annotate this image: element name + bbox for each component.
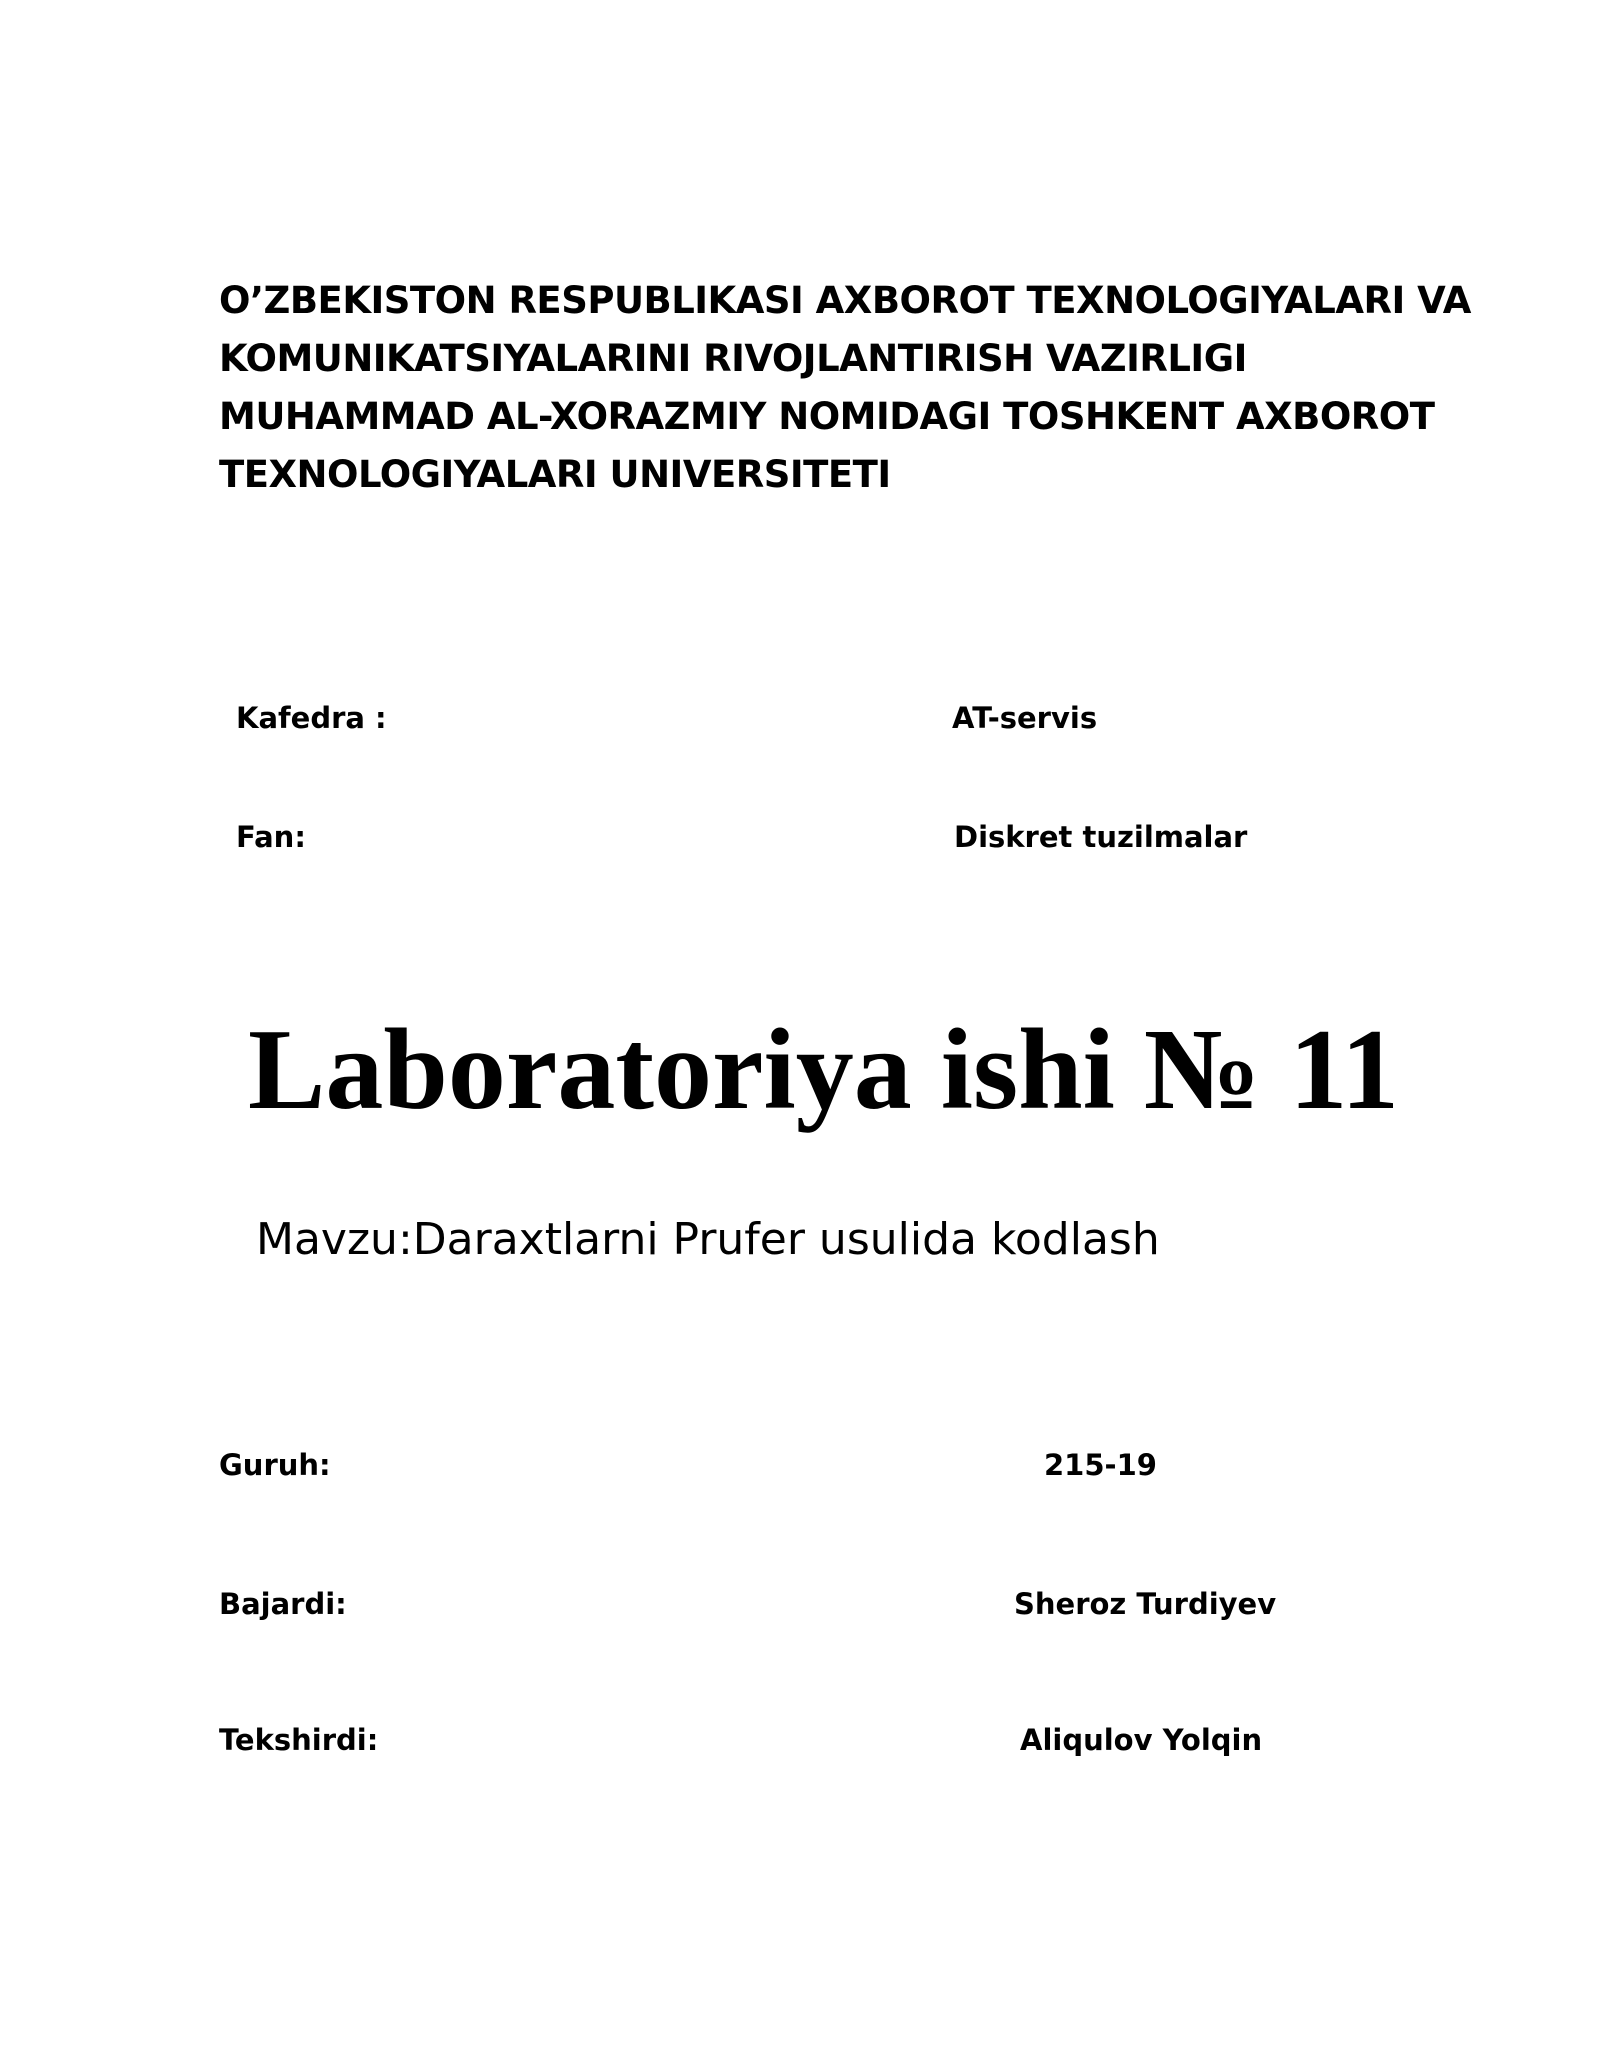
header-line-2: KOMUNIKATSIYALARINI RIVOJLANTIRISH VAZIRLIGI: [219, 337, 1247, 380]
performed-by-label: Bajardi:: [219, 1587, 347, 1621]
checked-by-label: Tekshirdi:: [219, 1723, 379, 1757]
group-label: Guruh:: [219, 1448, 331, 1482]
kafedra-label: Kafedra :: [236, 701, 387, 735]
lab-work-title: Laboratoriya ishi № 11: [248, 1006, 1399, 1134]
header-line-1: O’ZBEKISTON RESPUBLIKASI AXBOROT TEXNOLOGIYALARI VA: [219, 279, 1471, 322]
university-header: [219, 272, 1469, 504]
kafedra-value: AT-servis: [952, 701, 1098, 735]
topic-line: Mavzu:Daraxtlarni Prufer usulida kodlash: [256, 1214, 1160, 1265]
fan-value: Diskret tuzilmalar: [954, 820, 1248, 854]
header-line-4: TEXNOLOGIYALARI UNIVERSITETI: [219, 453, 891, 496]
checked-by-value: Aliqulov Yolqin: [1020, 1723, 1263, 1757]
fan-label: Fan:: [236, 820, 306, 854]
group-value: 215-19: [1044, 1448, 1157, 1482]
header-line-3: MUHAMMAD AL-XORAZMIY NOMIDAGI TOSHKENT AXBOROT: [219, 395, 1435, 438]
performed-by-value: Sheroz Turdiyev: [1014, 1587, 1277, 1621]
